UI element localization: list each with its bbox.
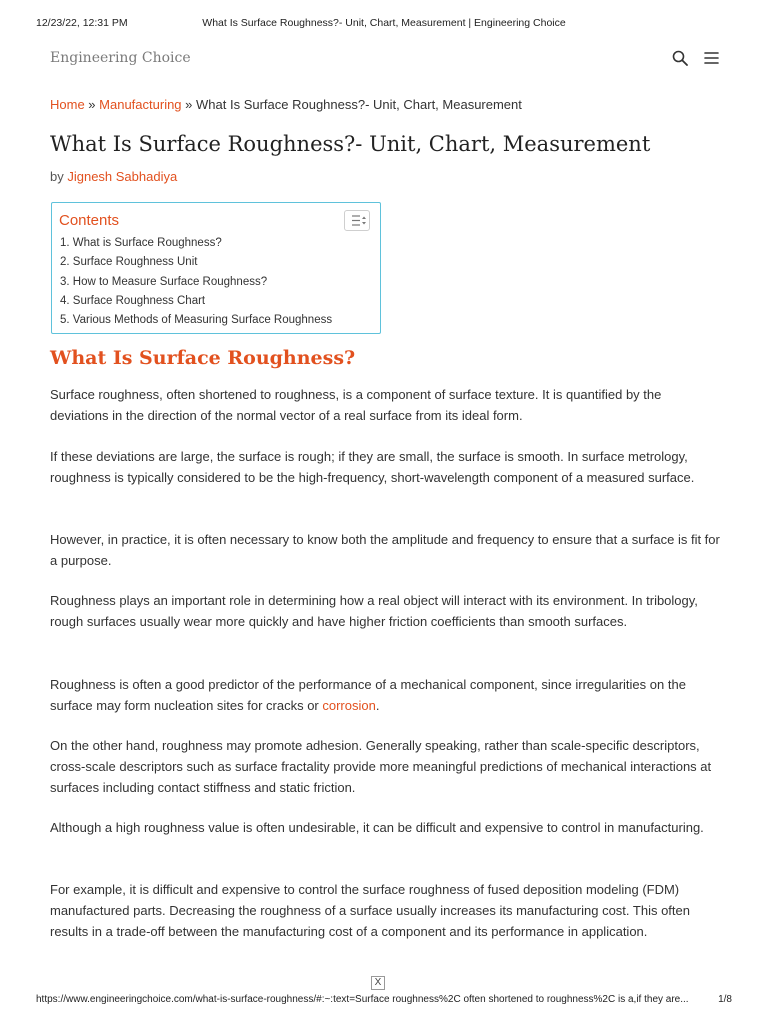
paragraph: Roughness plays an important role in determining how a real object will interact with its environment. In tribology, rough surfaces usually wear more quickly and have higher friction coefficients than smooth surfaces. bbox=[50, 593, 698, 629]
print-page-number: 1/8 bbox=[718, 994, 732, 1005]
toc-item[interactable]: 2. Surface Roughness Unit bbox=[60, 256, 198, 269]
section-heading: What Is Surface Roughness? bbox=[50, 347, 356, 369]
paragraph bbox=[50, 674, 720, 716]
breadcrumb-separator: » bbox=[181, 97, 197, 112]
list-toggle-icon bbox=[345, 211, 369, 230]
paragraph-text: . bbox=[375, 698, 380, 713]
paragraph: Surface roughness, often shortened to roughness, is a component of surface texture. It is quantified by the deviations in the direction of the normal vector of a real surface from its ideal form. bbox=[50, 387, 662, 423]
breadcrumb-separator: » bbox=[84, 97, 100, 112]
page-title: What Is Surface Roughness?- Unit, Chart, Measurement bbox=[50, 132, 651, 156]
paragraph-text: Roughness is often a good predictor of the performance of a mechanical component, since irregularities on the surface may form nucleation sites for cracks or bbox=[50, 677, 686, 713]
paragraph: If these deviations are large, the surface is rough; if they are small, the surface is smooth. In surface metrology, roughness is typically considered to be the high-frequency, short-wavelength component of a measured surface. bbox=[50, 449, 695, 485]
paragraph: For example, it is difficult and expensive to control the surface roughness of fused deposition modeling (FDM) manufactured parts. Decreasing the roughness of a surface usually increases its manufacturing cost. This often results in a trade-off between the manufacturing cost of a component and its performance in application. bbox=[50, 882, 690, 939]
toc-item[interactable]: 1. What is Surface Roughness? bbox=[60, 237, 222, 249]
breadcrumb-current: What Is Surface Roughness?- Unit, Chart, Measurement bbox=[196, 97, 522, 112]
breadcrumb-category-link[interactable]: Manufacturing bbox=[99, 97, 182, 112]
site-header bbox=[50, 44, 720, 72]
toc-item[interactable]: 3. How to Measure Surface Roughness? bbox=[60, 275, 268, 288]
print-url: https://www.engineeringchoice.com/what-is-surface-roughness/#:~:text=Surface roughness%2C often shortened to roughness%2C is a,if they are... bbox=[36, 994, 689, 1005]
print-footer bbox=[0, 994, 768, 1008]
print-datetime: 12/23/22, 12:31 PM bbox=[36, 17, 128, 29]
toc-list bbox=[60, 234, 332, 330]
byline bbox=[50, 169, 177, 184]
paragraph: However, in practice, it is often necessary to know both the amplitude and frequency to ensure that a surface is fit for a purpose. bbox=[50, 532, 720, 568]
corrosion-link[interactable]: corrosion bbox=[322, 698, 376, 713]
author-link[interactable]: Jignesh Sabhadiya bbox=[67, 169, 178, 184]
paragraph: On the other hand, roughness may promote adhesion. Generally speaking, rather than scale-specific descriptors, cross-scale descriptors such as surface fractality provide more meaningful predictions of mechanical interactions at surfaces including contact stiffness and static friction. bbox=[50, 738, 712, 795]
site-logo-text[interactable]: Engineering Choice bbox=[50, 50, 191, 66]
print-header bbox=[0, 17, 768, 31]
byline-prefix: by bbox=[50, 169, 68, 184]
close-ad-button[interactable]: X bbox=[371, 976, 385, 990]
search-icon[interactable] bbox=[672, 50, 688, 66]
toc-item[interactable]: 5. Various Methods of Measuring Surface Roughness bbox=[60, 314, 333, 327]
table-of-contents bbox=[51, 202, 381, 334]
toc-title: Contents bbox=[59, 212, 120, 229]
paragraph: Although a high roughness value is often undesirable, it can be difficult and expensive to control in manufacturing. bbox=[50, 820, 704, 835]
breadcrumb-home-link[interactable]: Home bbox=[50, 97, 85, 112]
toc-toggle-button[interactable] bbox=[344, 210, 370, 231]
toc-item[interactable]: 4. Surface Roughness Chart bbox=[60, 294, 206, 307]
print-page-title: What Is Surface Roughness?- Unit, Chart, Measurement | Engineering Choice bbox=[202, 17, 566, 29]
hamburger-menu-icon[interactable] bbox=[704, 51, 719, 65]
breadcrumb bbox=[50, 97, 522, 112]
